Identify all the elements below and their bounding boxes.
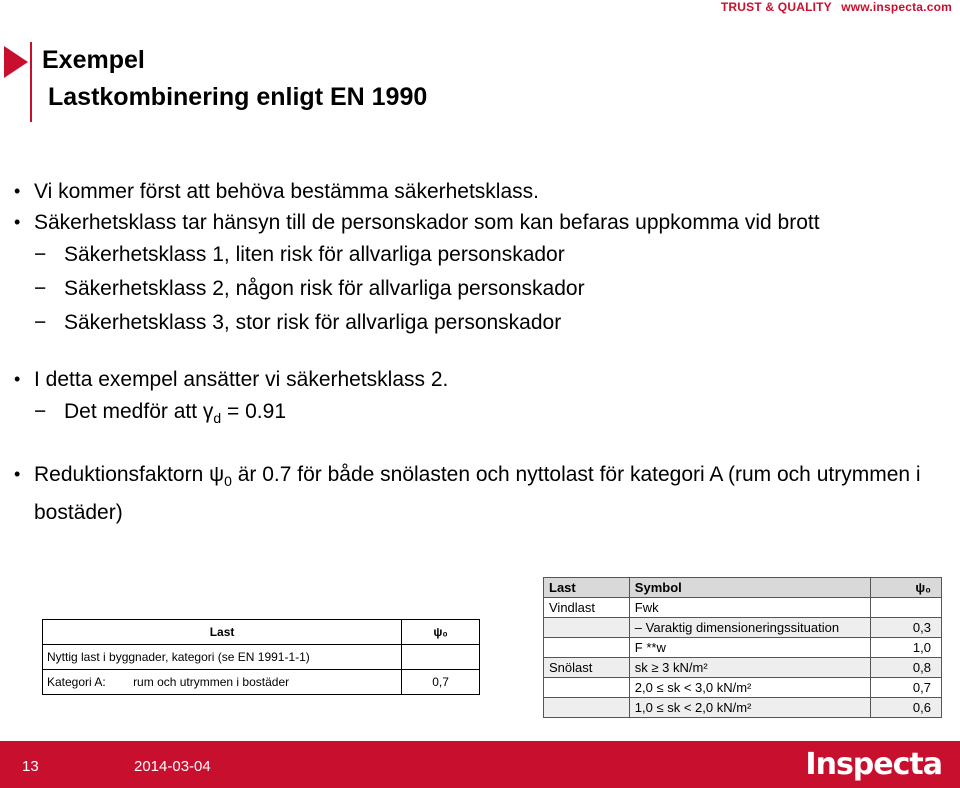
inspecta-logo: Inspecta	[805, 747, 942, 782]
category-label: Kategori A:	[47, 675, 106, 689]
bullet-3	[12, 364, 952, 395]
table-cell: Nyttig last i byggnader, kategori (se EN 1991-1-1)	[43, 645, 402, 670]
category-description: rum och utrymmen i bostäder	[133, 675, 290, 689]
table-row	[544, 618, 942, 638]
bullet-1-text: Vi kommer först att behöva bestämma säkerhetsklass.	[34, 180, 539, 203]
dash-icon: −	[34, 277, 47, 300]
sub-bullet	[12, 238, 952, 272]
dash-icon: −	[34, 243, 47, 266]
table-cell: sk ≥ 3 kN/m²	[629, 658, 870, 678]
dash-icon: −	[34, 400, 47, 423]
table-cell: 0,7	[871, 678, 942, 698]
table-cell: 0,7	[402, 670, 480, 695]
table-nyttig-last	[42, 619, 480, 695]
gamma-prefix: Det medför att γ	[64, 400, 214, 423]
brand-url: www.inspecta.com	[841, 0, 952, 14]
table-cell: 0,3	[871, 618, 942, 638]
bullet-4	[12, 459, 952, 528]
bullet-icon: •	[14, 181, 21, 201]
sub-bullet	[12, 306, 952, 340]
psi-text: är 0.7 för både snölasten och nyttolast för kategori A (rum och utrymmen i bostäder)	[34, 463, 921, 524]
table-cell	[43, 670, 402, 695]
dash-icon: −	[34, 311, 47, 334]
table-header: Symbol	[629, 578, 870, 598]
slide-subtitle: Lastkombinering enligt EN 1990	[48, 83, 428, 111]
bullet-icon: •	[14, 212, 21, 232]
slide-body	[12, 176, 952, 528]
table-row	[544, 678, 942, 698]
table-cell: 1,0 ≤ sk < 2,0 kN/m²	[629, 698, 870, 718]
table-cell	[871, 598, 942, 618]
table-cell: 0,8	[871, 658, 942, 678]
slide-title: Exempel	[42, 46, 145, 74]
table-header-last: Last	[43, 620, 402, 645]
table-header-psi: ψ₀	[402, 620, 480, 645]
table-cell	[544, 698, 630, 718]
table-cell	[544, 638, 630, 658]
bullet-2-text: Säkerhetsklass tar hänsyn till de personskador som kan befaras uppkomma vid brott	[34, 211, 820, 234]
table-row	[43, 645, 480, 670]
bullet-2	[12, 207, 952, 238]
table-cell	[544, 618, 630, 638]
title-arrow-icon	[4, 46, 28, 78]
table-row	[43, 620, 480, 645]
table-cell: 2,0 ≤ sk < 3,0 kN/m²	[629, 678, 870, 698]
table-row	[544, 638, 942, 658]
table-cell: – Varaktig dimensioneringssituation	[629, 618, 870, 638]
title-divider	[30, 42, 32, 122]
table-cell: Snölast	[544, 658, 630, 678]
sub-bullet	[12, 272, 952, 306]
brand-tagline: TRUST & QUALITY	[720, 0, 832, 14]
table-row	[43, 670, 480, 695]
table-header: ψ₀	[871, 578, 942, 598]
sub-bullet-text: Säkerhetsklass 1, liten risk för allvarliga personskador	[64, 243, 565, 266]
sub-bullet-text: Säkerhetsklass 2, någon risk för allvarliga personskador	[64, 277, 585, 300]
psi-prefix: Reduktionsfaktorn ψ	[34, 463, 225, 486]
table-cell: 0,6	[871, 698, 942, 718]
table-cell: Fwk	[629, 598, 870, 618]
table-row	[544, 598, 942, 618]
table-cell	[402, 645, 480, 670]
brand-header	[721, 0, 952, 14]
table-cell: F **w	[629, 638, 870, 658]
gamma-value: = 0.91	[221, 400, 286, 423]
bullet-icon: •	[14, 369, 21, 389]
sub-bullet-text: Säkerhetsklass 3, stor risk för allvarliga personskador	[64, 311, 562, 334]
gamma-subscript: d	[213, 410, 222, 426]
table-psi-factors	[543, 577, 942, 718]
slide-number: 13	[22, 758, 39, 775]
table-cell	[544, 678, 630, 698]
table-header: Last	[544, 578, 630, 598]
bullet-3-text: I detta exempel ansätter vi säkerhetsklass 2.	[34, 368, 449, 391]
bullet-icon: •	[14, 464, 21, 484]
footer-bar	[0, 741, 960, 788]
psi-subscript: 0	[224, 473, 232, 489]
bullet-1	[12, 176, 952, 207]
table-cell: Vindlast	[544, 598, 630, 618]
slide-date: 2014-03-04	[134, 758, 211, 775]
sub-bullet	[12, 395, 952, 435]
table-row	[544, 698, 942, 718]
table-cell: 1,0	[871, 638, 942, 658]
table-row	[544, 658, 942, 678]
table-row	[544, 578, 942, 598]
